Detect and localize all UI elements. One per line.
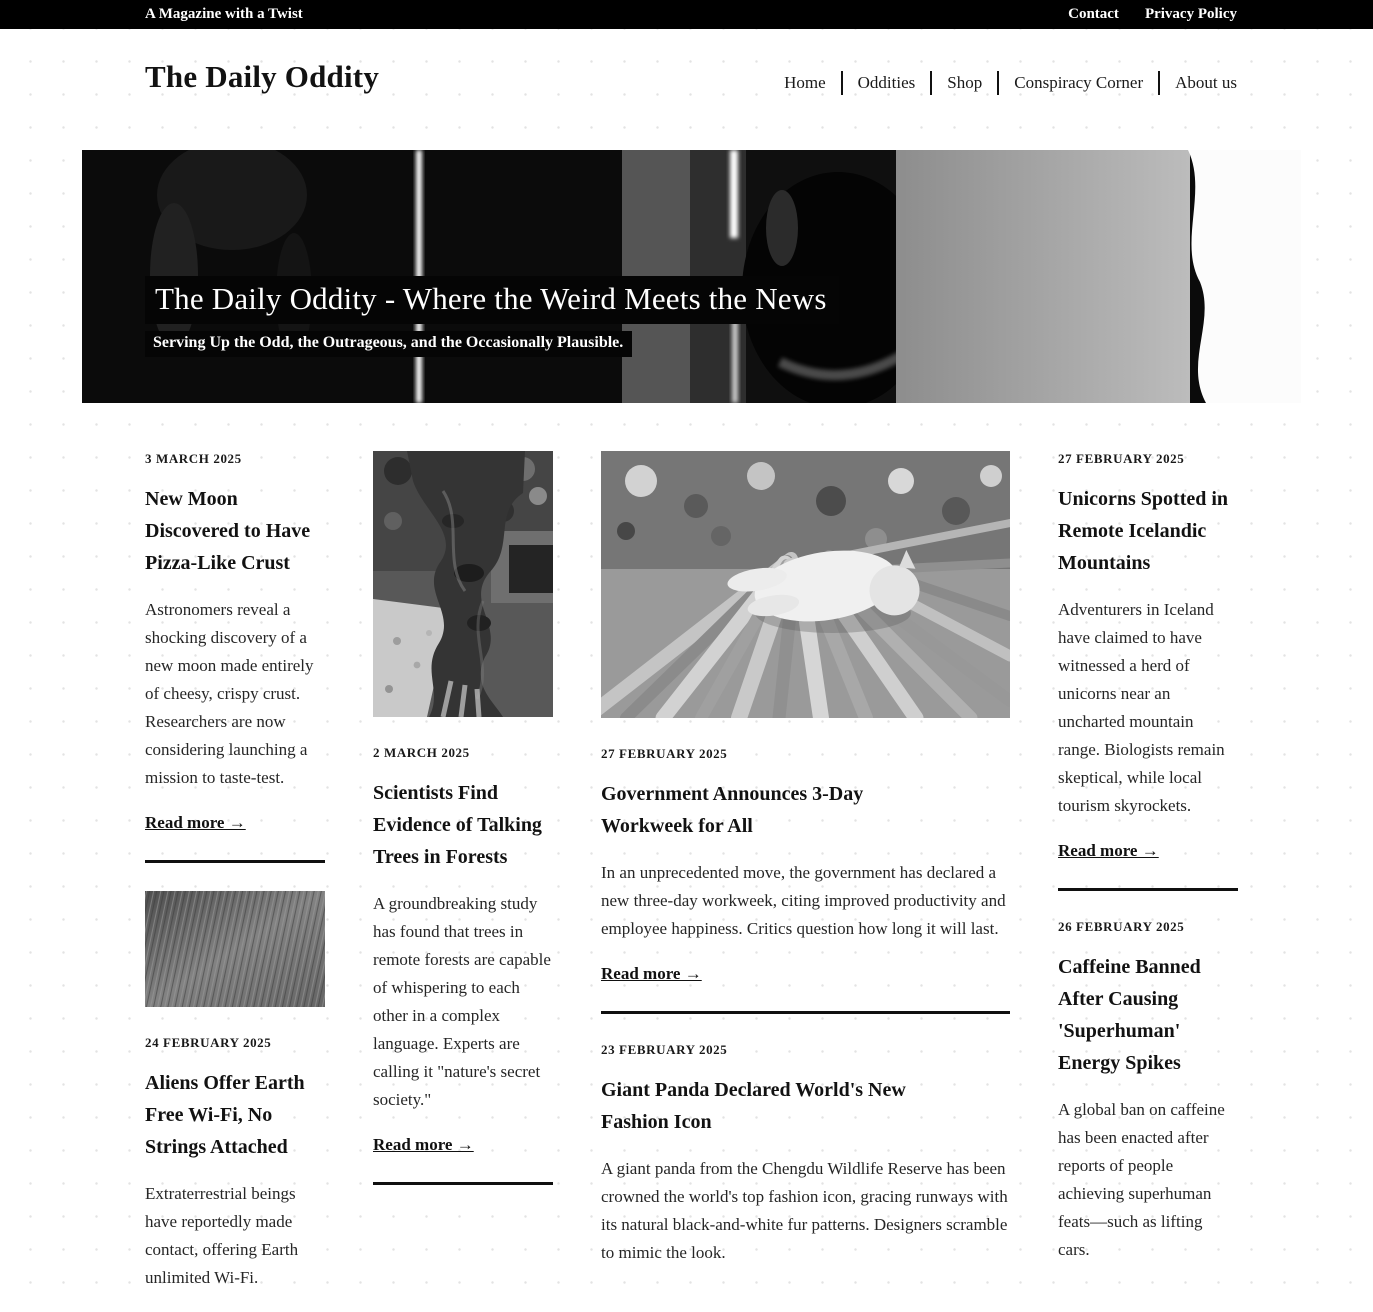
topbar-link-privacy-policy[interactable]: Privacy Policy: [1144, 6, 1237, 22]
article-excerpt: In an unprecedented move, the government has declared a new three-day workweek, citing improved productivity and employee happiness. Critics question how long it will last.: [601, 863, 1006, 938]
article-date: 27 FEBRUARY 2025: [601, 746, 728, 761]
article-date: 24 FEBRUARY 2025: [145, 1035, 272, 1050]
article-column-4: [1058, 451, 1238, 1312]
article-card: [601, 1042, 1010, 1267]
article-card: [145, 891, 325, 1292]
nav-item-conspiracy-corner[interactable]: Conspiracy Corner: [997, 71, 1143, 95]
article-divider: [601, 1011, 1010, 1014]
nav-item-home[interactable]: Home: [784, 73, 826, 92]
article-excerpt: A groundbreaking study has found that trees in remote forests are capable of whispering to each other in a complex language. Experts are calling it "nature's secret society.": [373, 894, 551, 1109]
hero-banner: [82, 150, 1301, 403]
article-date: 27 FEBRUARY 2025: [1058, 451, 1185, 466]
article-divider: [373, 1182, 553, 1185]
article-excerpt: A global ban on caffeine has been enacted after reports of people achieving superhuman feats—such as lifting cars.: [1058, 1100, 1225, 1259]
topbar-links: [1068, 6, 1237, 23]
article-title[interactable]: Caffeine Banned After Causing 'Superhuman' Energy Spikes: [1058, 956, 1201, 1074]
article-title[interactable]: Giant Panda Declared World's New Fashion Icon: [601, 1079, 906, 1133]
nav-item-oddities[interactable]: Oddities: [841, 71, 916, 95]
read-more-link[interactable]: Read more →: [373, 1135, 474, 1154]
article-card: [145, 451, 325, 863]
article-excerpt: A giant panda from the Chengdu Wildlife Reserve has been crowned the world's top fashion icon, gracing runways with its natural black-and-white fur patterns. Designers scramble to mimic the look.: [601, 1159, 1008, 1262]
fur-texture-photo: [145, 891, 325, 1007]
article-image-fur-texture: [145, 891, 325, 1007]
article-date: 2 MARCH 2025: [373, 745, 470, 760]
gnarled-tree-trunk-photo: [373, 451, 553, 717]
cat-on-bamboo-photo: [601, 451, 1010, 718]
article-column-1: [145, 451, 325, 1312]
nav-item-shop[interactable]: Shop: [930, 71, 982, 95]
article-image-tree-trunk: [373, 451, 553, 717]
read-more-link[interactable]: Read more →: [1058, 841, 1159, 860]
read-more-link[interactable]: Read more →: [145, 813, 246, 832]
article-title[interactable]: Aliens Offer Earth Free Wi-Fi, No Strings Attached: [145, 1072, 305, 1158]
article-excerpt: Adventurers in Iceland have claimed to have witnessed a herd of unicorns near an uncharted mountain range. Biologists remain skeptical, while local tourism skyrockets.: [1058, 600, 1225, 815]
article-column-3: [601, 451, 1010, 1312]
topbar-link-contact[interactable]: Contact: [1068, 6, 1119, 22]
article-card: [1058, 919, 1238, 1264]
nav-item-about-us[interactable]: About us: [1158, 71, 1237, 95]
site-tagline: A Magazine with a Twist: [145, 6, 303, 22]
article-column-2: [373, 451, 553, 1312]
article-divider: [1058, 888, 1238, 891]
article-divider: [145, 860, 325, 863]
article-date: 3 MARCH 2025: [145, 451, 242, 466]
site-title[interactable]: The Daily Oddity: [145, 59, 380, 94]
article-title[interactable]: Scientists Find Evidence of Talking Trees in Forests: [373, 782, 542, 868]
main-nav: [784, 71, 1237, 95]
read-more-link[interactable]: Read more →: [601, 964, 702, 983]
article-card: [1058, 451, 1238, 891]
article-excerpt: Extraterrestrial beings have reportedly made contact, offering Earth unlimited Wi-Fi.: [145, 1184, 299, 1287]
article-title[interactable]: Unicorns Spotted in Remote Icelandic Mountains: [1058, 488, 1229, 574]
article-date: 23 FEBRUARY 2025: [601, 1042, 728, 1057]
topbar: [0, 0, 1373, 29]
hero-subtitle: Serving Up the Odd, the Outrageous, and the Occasionally Plausible.: [145, 331, 632, 357]
article-title[interactable]: Government Announces 3-Day Workweek for All: [601, 783, 864, 837]
article-date: 26 FEBRUARY 2025: [1058, 919, 1185, 934]
article-card: [601, 451, 1010, 1014]
article-excerpt: Astronomers reveal a shocking discovery of a new moon made entirely of cheesy, crispy crust. Researchers are now considering launching a mission to taste-test.: [145, 600, 314, 787]
masthead: [0, 29, 1373, 95]
hero-title: The Daily Oddity - Where the Weird Meets the News: [145, 276, 839, 324]
article-title[interactable]: New Moon Discovered to Have Pizza-Like Crust: [145, 488, 311, 574]
article-image-cat-on-bamboo: [601, 451, 1010, 718]
article-card: [373, 451, 553, 1185]
hero-text-block: [145, 276, 839, 357]
articles-grid: [145, 451, 1238, 1312]
